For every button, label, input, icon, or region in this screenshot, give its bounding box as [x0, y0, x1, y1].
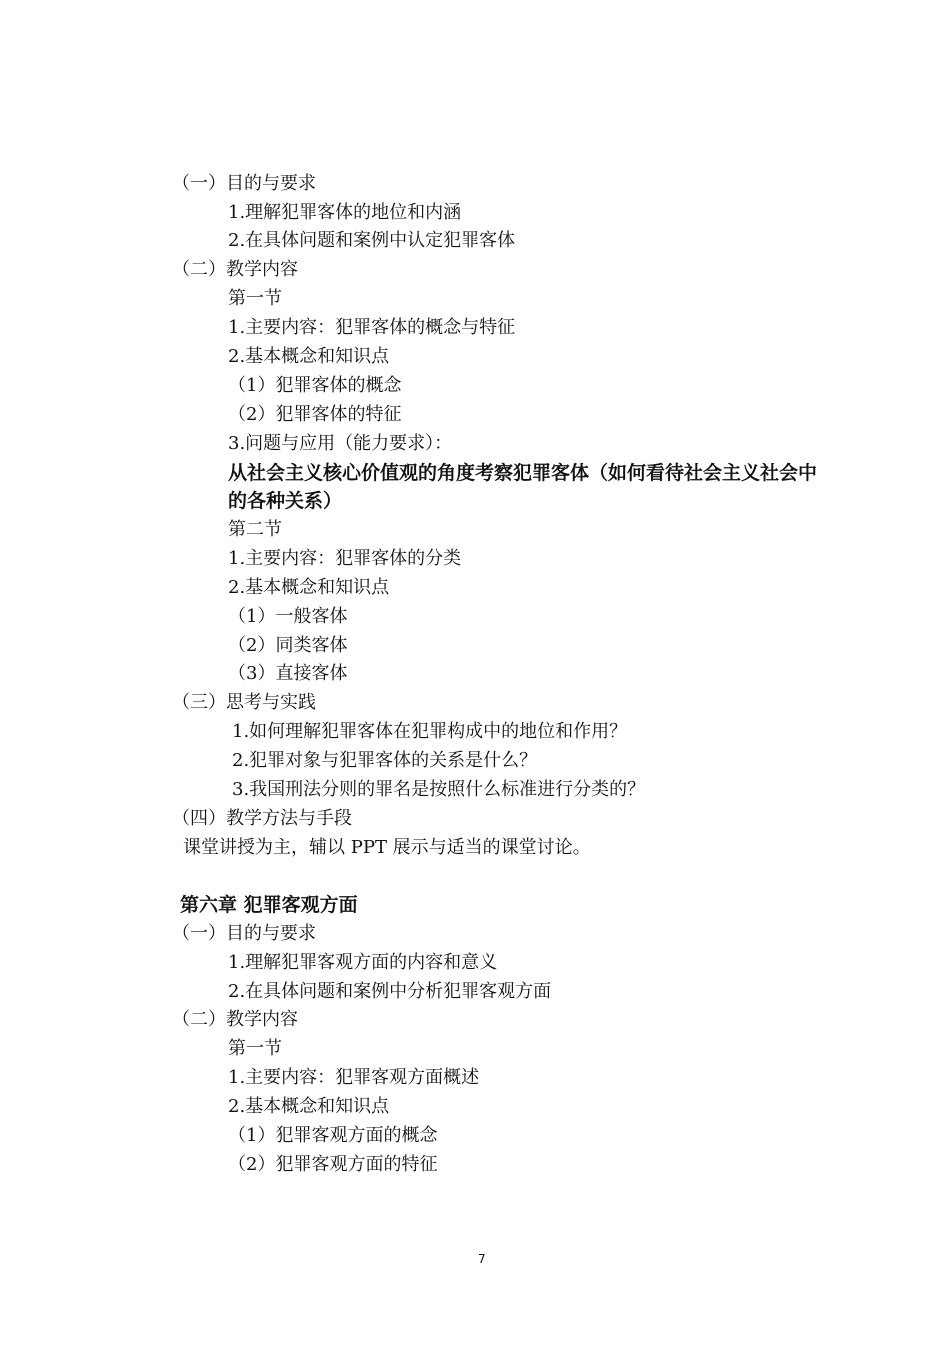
chapter6-objective-item-1: 1.理解犯罪客观方面的内容和意义 — [228, 952, 498, 973]
chapter6-heading-content: （二）教学内容 — [172, 1009, 298, 1030]
practice-question-1: 1.如何理解犯罪客体在犯罪构成中的地位和作用？ — [232, 721, 628, 742]
node1-main-content: 1.主要内容：犯罪客体的概念与特征 — [228, 317, 516, 338]
node1-concept-2: （2）犯罪客体的特征 — [228, 404, 402, 425]
chapter6-node1-concept-1: （1）犯罪客观方面的概念 — [228, 1125, 438, 1146]
node2-concepts-heading: 2.基本概念和知识点 — [228, 577, 390, 598]
node2-concept-1: （1）一般客体 — [228, 606, 348, 627]
objective-item-1: 1.理解犯罪客体的地位和内涵 — [228, 202, 462, 223]
node1-concept-1: （1）犯罪客体的概念 — [228, 375, 402, 396]
section-heading-methods: （四）教学方法与手段 — [172, 808, 352, 829]
practice-question-3: 3.我国刑法分则的罪名是按照什么标准进行分类的？ — [232, 779, 646, 800]
chapter6-node1-concepts-heading: 2.基本概念和知识点 — [228, 1096, 390, 1117]
chapter-title: 第六章 犯罪客观方面 — [180, 894, 358, 916]
node2-concept-2: （2）同类客体 — [228, 635, 348, 656]
objective-item-2: 2.在具体问题和案例中认定犯罪客体 — [228, 230, 516, 251]
node1-application-text-line2: 的各种关系） — [228, 490, 343, 512]
chapter6-node1-concept-2: （2）犯罪客观方面的特征 — [228, 1154, 438, 1175]
chapter6-objective-item-2: 2.在具体问题和案例中分析犯罪客观方面 — [228, 981, 552, 1002]
section-heading-practice: （三）思考与实践 — [172, 692, 316, 713]
node2-concept-3: （3）直接客体 — [228, 663, 348, 684]
section-heading-objectives: （一）目的与要求 — [172, 173, 316, 194]
section-heading-content: （二）教学内容 — [172, 259, 298, 280]
node-title-2: 第二节 — [228, 519, 282, 540]
node1-application-text-line1: 从社会主义核心价值观的角度考察犯罪客体（如何看待社会主义社会中 — [228, 462, 818, 484]
chapter6-node1-main-content: 1.主要内容：犯罪客观方面概述 — [228, 1067, 480, 1088]
node1-application-heading: 3.问题与应用（能力要求）： — [228, 433, 453, 454]
practice-question-2: 2.犯罪对象与犯罪客体的关系是什么？ — [232, 750, 538, 771]
chapter6-node-title-1: 第一节 — [228, 1038, 282, 1059]
page-number: 7 — [478, 1252, 486, 1266]
chapter6-heading-objectives: （一）目的与要求 — [172, 923, 316, 944]
node-title-1: 第一节 — [228, 288, 282, 309]
node2-main-content: 1.主要内容：犯罪客体的分类 — [228, 548, 462, 569]
methods-text: 课堂讲授为主，辅以 PPT 展示与适当的课堂讨论。 — [183, 837, 591, 858]
node1-concepts-heading: 2.基本概念和知识点 — [228, 346, 390, 367]
